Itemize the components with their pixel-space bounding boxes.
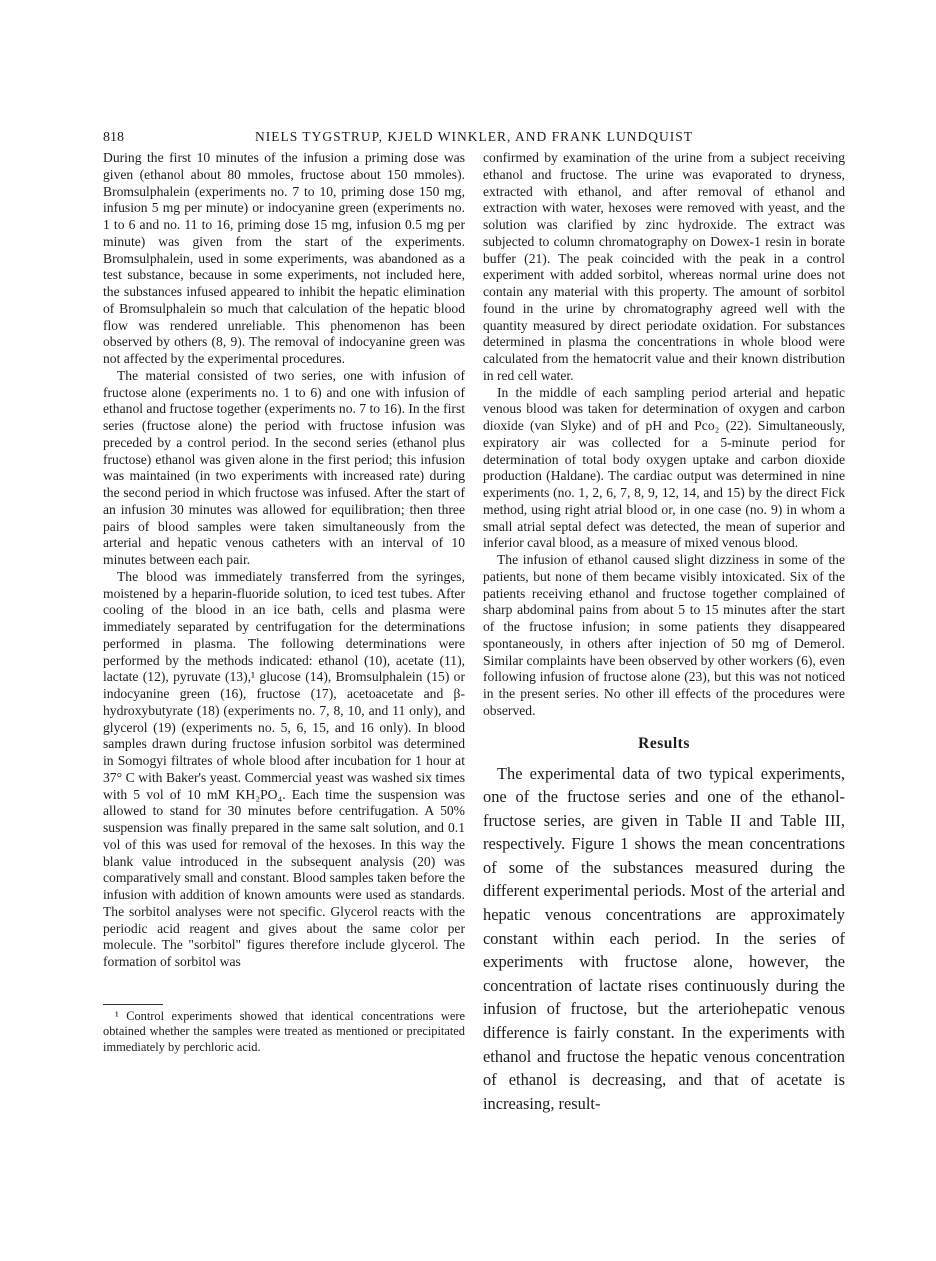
running-head-authors: NIELS TYGSTRUP, KJELD WINKLER, AND FRANK LUNDQUIST (254, 129, 693, 144)
footnote-block (103, 994, 465, 1056)
running-head (103, 129, 845, 146)
paragraph: During the first 10 minutes of the infusion a priming dose was given (ethanol about 80 mmoles, fructose about 150 mmoles). Bromsulphalein (experiments no. 7 to 10, priming dose 150 mg, infusion 5 mg per minute) or indocyanine green (experiments no. 1 to 6 and no. 11 to 16, priming dose 15 mg, infusion 0.5 mg per minute) was given from the start of the experiments. Bromsulphalein, used in some experiments, was abandoned as a test substance, because in some experiments, not included here, the substances infused appeared to inhibit the hepatic elimination of Bromsulphalein so much that calculation of the hepatic blood flow was rendered unreliable. This phenomenon has been observed by others (8, 9). The removal of indocyanine green was not affected by the experimental procedures. (103, 150, 465, 366)
page-number: 818 (103, 130, 124, 145)
paragraph: The blood was immediately transferred from the syringes, moistened by a heparin-fluoride solution, to iced test tubes. After cooling of the blood in an ice bath, cells and plasma were immediately separated by centrifugation for the determinations performed in plasma. The following determinations were performed by the methods indicated: ethanol (10), acetate (11), lactate (12), pyruvate (13),¹ glucose (14), Bromsulphalein (15) or indocyanine green (16), fructose (17), acetoacetate and β-hydroxybutyrate (18) (experiments no. 7, 8, 10, and 11 only), and glycerol (19) (experiments no. 5, 6, 15, and 16 only). In blood samples drawn during fructose infusion sorbitol was determined in Somogyi filtrates of whole blood after incubation for 1 hour at 37° C with Baker's yeast. Commercial yeast was washed six times with 5 vol of 10 mM KH₂PO₄. Each time the suspension was allowed to stand for 30 minutes before centrifugation. A 50% suspension was finally prepared in the same salt solution, and 0.1 vol of this was used for removal of the hexoses. In this way the blank value introduced in the subsequent analysis (20) was comparatively small and constant. Blood samples taken before the infusion with addition of known amounts were used as standards. The sorbitol analyses were not specific. Glycerol reacts with the periodic acid reagent and gives about the same color per molecule. The "sorbitol" figures therefore include glycerol. The formation of sorbitol was (103, 568, 465, 969)
section-heading-results: Results (638, 734, 690, 752)
paragraph: confirmed by examination of the urine from a subject receiving ethanol and fructose. The urine was evaporated to dryness, extracted with ethanol, and after removal of ethanol and extraction with water, hexoses were removed with yeast, and the solution was clarified by zinc hydroxide. The extract was subjected to column chromatography on Dowex-1 resin in borate buffer (21). The peak coincided with the peak in a control experiment with added sorbitol, whereas normal urine does not contain any material with this property. The amount of sorbitol found in the urine by chromatography agreed well with the quantity measured by direct periodate oxidation. For substances determined in plasma the concentrations in whole blood were calculated from the hematocrit value and their known distribution in red cell water. (483, 150, 845, 383)
right-column (483, 150, 845, 1115)
results-paragraph: The experimental data of two typical experiments, one of the fructose series and one of the ethanol-fructose series, are given in Table II and Table III, respectively. Figure 1 shows the mean concentrations of some of the substances measured during the different experimental periods. Most of the arterial and hepatic venous concentrations are approximately constant within each period. In the series of experiments with fructose alone, however, the concentration of lactate rises continuously during the infusion of fructose, but the arteriohepatic venous difference is fairly constant. In the experiments with ethanol and fructose the hepatic venous concentration of ethanol is decreasing, and that of acetate is increasing, result- (483, 763, 845, 1113)
paragraph: In the middle of each sampling period arterial and hepatic venous blood was taken for determination of oxygen and carbon dioxide (van Slyke) and of pH and Pco₂ (22). Simultaneously, expiratory air was collected for a 5-minute period for determination of total body oxygen uptake and carbon dioxide production (Haldane). The cardiac output was determined in nine experiments (no. 1, 2, 6, 7, 8, 9, 12, 14, and 15) by the direct Fick method, using right atrial blood or, in one case (no. 9) in whom a small atrial septal defect was detected, the mean of superior and inferior caval blood, as a measure of mixed venous blood. (483, 384, 845, 551)
left-column (103, 150, 465, 1056)
paragraph: The material consisted of two series, one with infusion of fructose alone (experiments no. 1 to 6) and one with infusion of ethanol and fructose together (experiments no. 7 to 16). In the first series (fructose alone) the period with fructose infusion was preceded by a control period. In the second series (ethanol plus fructose) ethanol was given alone in the first period; this infusion was maintained (in two experiments with increased rate) during the second period in which fructose was infused. After the start of an infusion 30 minutes was allowed for equilibration; then three pairs of blood samples were taken simultaneously from the arterial and hepatic venous catheters with an interval of 10 minutes between each pair. (103, 367, 466, 567)
footnote-divider (103, 1004, 163, 1005)
paragraph: The infusion of ethanol caused slight dizziness in some of the patients, but none of them became visibly intoxicated. Six of the patients receiving ethanol and fructose together complained of sharp abdominal pains from about 5 to 15 minutes after the start of the fructose infusion; in some patients they disappeared spontaneously, in others after injection of 50 mg of Demerol. Similar complaints have been observed by other workers (6), even following infusion of fructose alone (23), but this was not noticed in the present series. No other ill effects of the procedures were observed. (483, 552, 845, 718)
footnote: ¹ Control experiments showed that identical concentrations were obtained whether the samples were treated as mentioned or precipitated immediately by perchloric acid. (103, 1008, 465, 1055)
